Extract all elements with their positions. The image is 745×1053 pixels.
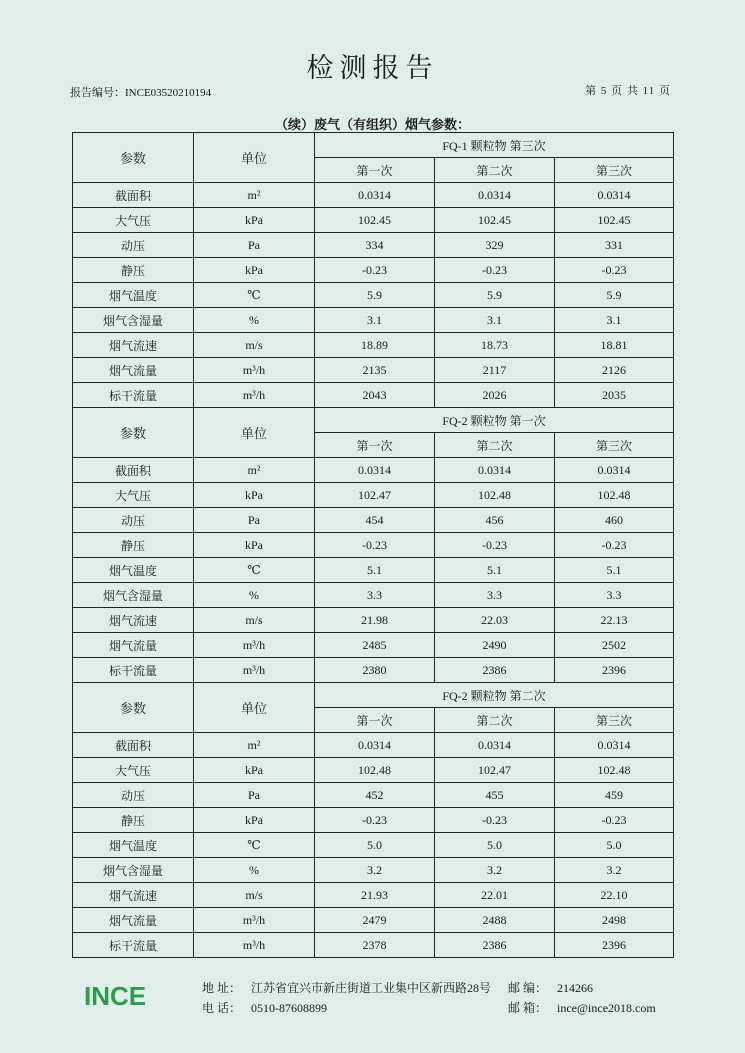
footer-address bbox=[202, 979, 491, 996]
first-value-cell: 454 bbox=[315, 508, 435, 533]
first-value-cell: 2479 bbox=[315, 908, 435, 933]
table-row bbox=[73, 308, 674, 333]
param-column-header: 参数 bbox=[73, 408, 194, 458]
third-value-cell: 2396 bbox=[555, 658, 674, 683]
param-cell: 烟气流速 bbox=[73, 883, 194, 908]
param-cell: 标干流量 bbox=[73, 658, 194, 683]
second-value-cell: 2026 bbox=[435, 383, 555, 408]
address-value: 江苏省宜兴市新庄街道工业集中区新西路28号 bbox=[251, 981, 492, 995]
second-value-cell: 5.1 bbox=[435, 558, 555, 583]
third-value-cell: 2498 bbox=[555, 908, 674, 933]
first-value-cell: 102.47 bbox=[315, 483, 435, 508]
unit-cell: Pa bbox=[194, 783, 315, 808]
second-value-cell: 2117 bbox=[435, 358, 555, 383]
third-value-cell: 5.1 bbox=[555, 558, 674, 583]
unit-cell: kPa bbox=[194, 483, 315, 508]
unit-cell: m² bbox=[194, 183, 315, 208]
first-value-cell: 21.98 bbox=[315, 608, 435, 633]
unit-cell: m³/h bbox=[194, 358, 315, 383]
first-value-cell: 2380 bbox=[315, 658, 435, 683]
unit-cell: % bbox=[194, 308, 315, 333]
unit-cell: m/s bbox=[194, 608, 315, 633]
table-row bbox=[73, 808, 674, 833]
second-value-cell: 5.0 bbox=[435, 833, 555, 858]
second-value-cell: 0.0314 bbox=[435, 458, 555, 483]
third-value-cell: 0.0314 bbox=[555, 183, 674, 208]
first-value-cell: 3.1 bbox=[315, 308, 435, 333]
table-row bbox=[73, 783, 674, 808]
second-value-cell: -0.23 bbox=[435, 533, 555, 558]
param-column-header: 参数 bbox=[73, 133, 194, 183]
table-row bbox=[73, 758, 674, 783]
table-row bbox=[73, 833, 674, 858]
unit-cell: m³/h bbox=[194, 933, 315, 958]
second-value-cell: 22.01 bbox=[435, 883, 555, 908]
unit-cell: Pa bbox=[194, 508, 315, 533]
unit-cell: kPa bbox=[194, 808, 315, 833]
first-value-cell: 334 bbox=[315, 233, 435, 258]
param-cell: 动压 bbox=[73, 233, 194, 258]
email-label: 邮 箱： bbox=[508, 1001, 548, 1015]
flue-gas-parameter-table bbox=[72, 132, 674, 958]
second-value-cell: 3.1 bbox=[435, 308, 555, 333]
table-row bbox=[73, 908, 674, 933]
section-title: FQ-2 颗粒物 第二次 bbox=[315, 683, 674, 708]
first-value-cell: 3.3 bbox=[315, 583, 435, 608]
third-value-cell: 0.0314 bbox=[555, 458, 674, 483]
section-title: FQ-2 颗粒物 第一次 bbox=[315, 408, 674, 433]
second-value-cell: 0.0314 bbox=[435, 183, 555, 208]
param-cell: 烟气流速 bbox=[73, 333, 194, 358]
table-row bbox=[73, 183, 674, 208]
second-value-cell: 18.73 bbox=[435, 333, 555, 358]
first-value-cell: 0.0314 bbox=[315, 733, 435, 758]
second-value-cell: 456 bbox=[435, 508, 555, 533]
param-cell: 动压 bbox=[73, 783, 194, 808]
param-cell: 烟气含湿量 bbox=[73, 308, 194, 333]
param-cell: 大气压 bbox=[73, 758, 194, 783]
third-value-cell: 3.1 bbox=[555, 308, 674, 333]
param-cell: 烟气流量 bbox=[73, 908, 194, 933]
first-value-cell: 102.45 bbox=[315, 208, 435, 233]
logo-text: INCE bbox=[84, 981, 147, 1010]
first-value-cell: 5.9 bbox=[315, 283, 435, 308]
second-value-cell: 455 bbox=[435, 783, 555, 808]
table-row bbox=[73, 458, 674, 483]
second-value-cell: 0.0314 bbox=[435, 733, 555, 758]
first-value-cell: 102.48 bbox=[315, 758, 435, 783]
table-row bbox=[73, 283, 674, 308]
param-cell: 截面积 bbox=[73, 183, 194, 208]
unit-cell: m³/h bbox=[194, 658, 315, 683]
table-row bbox=[73, 358, 674, 383]
unit-cell: m² bbox=[194, 458, 315, 483]
second-value-cell: 3.2 bbox=[435, 858, 555, 883]
first-run-header: 第一次 bbox=[315, 708, 435, 733]
first-value-cell: 5.1 bbox=[315, 558, 435, 583]
second-run-header: 第二次 bbox=[435, 433, 555, 458]
param-cell: 烟气流速 bbox=[73, 608, 194, 633]
table-row bbox=[73, 483, 674, 508]
table-row bbox=[73, 658, 674, 683]
second-value-cell: -0.23 bbox=[435, 808, 555, 833]
unit-cell: kPa bbox=[194, 208, 315, 233]
first-value-cell: 18.89 bbox=[315, 333, 435, 358]
page-title: 检测报告 bbox=[306, 53, 439, 83]
table-row bbox=[73, 333, 674, 358]
phone-value: 0510-87608899 bbox=[251, 1001, 328, 1015]
param-cell: 动压 bbox=[73, 508, 194, 533]
param-cell: 静压 bbox=[73, 533, 194, 558]
param-cell: 大气压 bbox=[73, 208, 194, 233]
first-run-header: 第一次 bbox=[315, 158, 435, 183]
unit-cell: m³/h bbox=[194, 908, 315, 933]
table-row bbox=[73, 258, 674, 283]
second-value-cell: 102.47 bbox=[435, 758, 555, 783]
unit-cell: % bbox=[194, 858, 315, 883]
first-value-cell: 0.0314 bbox=[315, 183, 435, 208]
table-row bbox=[73, 558, 674, 583]
first-value-cell: 0.0314 bbox=[315, 458, 435, 483]
report-number: 报告编号：INCE03520210194 bbox=[70, 87, 212, 99]
third-run-header: 第三次 bbox=[555, 158, 674, 183]
first-value-cell: 21.93 bbox=[315, 883, 435, 908]
third-value-cell: 2396 bbox=[555, 933, 674, 958]
table-row bbox=[73, 583, 674, 608]
second-value-cell: 102.45 bbox=[435, 208, 555, 233]
unit-column-header: 单位 bbox=[194, 133, 315, 183]
footer-postcode bbox=[508, 979, 593, 996]
third-value-cell: 2035 bbox=[555, 383, 674, 408]
unit-cell: Pa bbox=[194, 233, 315, 258]
second-run-header: 第二次 bbox=[435, 708, 555, 733]
table-row bbox=[73, 633, 674, 658]
unit-column-header: 单位 bbox=[194, 408, 315, 458]
footer-email bbox=[508, 999, 656, 1016]
first-value-cell: 2043 bbox=[315, 383, 435, 408]
unit-cell: m³/h bbox=[194, 383, 315, 408]
table-row bbox=[73, 533, 674, 558]
second-value-cell: 102.48 bbox=[435, 483, 555, 508]
table-row bbox=[73, 733, 674, 758]
third-value-cell: -0.23 bbox=[555, 808, 674, 833]
email-value: ince@ince2018.com bbox=[557, 1001, 656, 1015]
table-row bbox=[73, 608, 674, 633]
first-value-cell: 2135 bbox=[315, 358, 435, 383]
second-run-header: 第二次 bbox=[435, 158, 555, 183]
unit-cell: m³/h bbox=[194, 633, 315, 658]
table-subtitle: （续）废气（有组织）烟气参数： bbox=[274, 117, 470, 132]
unit-cell: m/s bbox=[194, 883, 315, 908]
section-header-row bbox=[73, 133, 674, 158]
second-value-cell: 2386 bbox=[435, 933, 555, 958]
second-value-cell: 2490 bbox=[435, 633, 555, 658]
postcode-value: 214266 bbox=[557, 981, 594, 995]
second-value-cell: -0.23 bbox=[435, 258, 555, 283]
param-cell: 标干流量 bbox=[73, 383, 194, 408]
param-cell: 烟气含湿量 bbox=[73, 583, 194, 608]
table-row bbox=[73, 208, 674, 233]
param-cell: 静压 bbox=[73, 808, 194, 833]
first-value-cell: 452 bbox=[315, 783, 435, 808]
third-value-cell: 0.0314 bbox=[555, 733, 674, 758]
param-cell: 烟气流量 bbox=[73, 358, 194, 383]
first-value-cell: -0.23 bbox=[315, 258, 435, 283]
third-value-cell: 5.0 bbox=[555, 833, 674, 858]
unit-column-header: 单位 bbox=[194, 683, 315, 733]
param-cell: 烟气温度 bbox=[73, 558, 194, 583]
postcode-label: 邮 编： bbox=[508, 981, 548, 995]
unit-cell: kPa bbox=[194, 758, 315, 783]
third-value-cell: 18.81 bbox=[555, 333, 674, 358]
first-value-cell: 2378 bbox=[315, 933, 435, 958]
param-cell: 烟气含湿量 bbox=[73, 858, 194, 883]
param-cell: 截面积 bbox=[73, 733, 194, 758]
first-value-cell: -0.23 bbox=[315, 808, 435, 833]
unit-cell: m/s bbox=[194, 333, 315, 358]
third-value-cell: 22.10 bbox=[555, 883, 674, 908]
second-value-cell: 22.03 bbox=[435, 608, 555, 633]
table-row bbox=[73, 858, 674, 883]
param-column-header: 参数 bbox=[73, 683, 194, 733]
table-row bbox=[73, 883, 674, 908]
first-run-header: 第一次 bbox=[315, 433, 435, 458]
page-number: 第 5 页 共 11 页 bbox=[585, 85, 671, 97]
third-value-cell: 459 bbox=[555, 783, 674, 808]
unit-cell: ℃ bbox=[194, 558, 315, 583]
third-value-cell: 102.45 bbox=[555, 208, 674, 233]
section-header-row bbox=[73, 683, 674, 708]
third-value-cell: 460 bbox=[555, 508, 674, 533]
third-value-cell: 3.3 bbox=[555, 583, 674, 608]
second-value-cell: 2488 bbox=[435, 908, 555, 933]
param-cell: 烟气温度 bbox=[73, 833, 194, 858]
third-value-cell: -0.23 bbox=[555, 258, 674, 283]
third-value-cell: 3.2 bbox=[555, 858, 674, 883]
first-value-cell: -0.23 bbox=[315, 533, 435, 558]
param-cell: 静压 bbox=[73, 258, 194, 283]
unit-cell: kPa bbox=[194, 533, 315, 558]
ince-logo bbox=[84, 980, 170, 1010]
param-cell: 截面积 bbox=[73, 458, 194, 483]
unit-cell: % bbox=[194, 583, 315, 608]
third-value-cell: 5.9 bbox=[555, 283, 674, 308]
first-value-cell: 3.2 bbox=[315, 858, 435, 883]
third-run-header: 第三次 bbox=[555, 433, 674, 458]
table-row bbox=[73, 383, 674, 408]
third-value-cell: 331 bbox=[555, 233, 674, 258]
third-value-cell: 2502 bbox=[555, 633, 674, 658]
address-label: 地 址： bbox=[202, 981, 242, 995]
unit-cell: m² bbox=[194, 733, 315, 758]
third-value-cell: 2126 bbox=[555, 358, 674, 383]
section-header-row bbox=[73, 408, 674, 433]
phone-label: 电 话： bbox=[202, 1001, 242, 1015]
third-value-cell: 102.48 bbox=[555, 483, 674, 508]
footer-phone bbox=[202, 999, 327, 1016]
first-value-cell: 2485 bbox=[315, 633, 435, 658]
second-value-cell: 3.3 bbox=[435, 583, 555, 608]
second-value-cell: 2386 bbox=[435, 658, 555, 683]
table-row bbox=[73, 508, 674, 533]
third-value-cell: -0.23 bbox=[555, 533, 674, 558]
unit-cell: ℃ bbox=[194, 283, 315, 308]
unit-cell: kPa bbox=[194, 258, 315, 283]
param-cell: 标干流量 bbox=[73, 933, 194, 958]
third-run-header: 第三次 bbox=[555, 708, 674, 733]
table-row bbox=[73, 233, 674, 258]
first-value-cell: 5.0 bbox=[315, 833, 435, 858]
third-value-cell: 102.48 bbox=[555, 758, 674, 783]
second-value-cell: 5.9 bbox=[435, 283, 555, 308]
section-title: FQ-1 颗粒物 第三次 bbox=[315, 133, 674, 158]
third-value-cell: 22.13 bbox=[555, 608, 674, 633]
param-cell: 烟气温度 bbox=[73, 283, 194, 308]
table-row bbox=[73, 933, 674, 958]
param-cell: 大气压 bbox=[73, 483, 194, 508]
second-value-cell: 329 bbox=[435, 233, 555, 258]
unit-cell: ℃ bbox=[194, 833, 315, 858]
param-cell: 烟气流量 bbox=[73, 633, 194, 658]
